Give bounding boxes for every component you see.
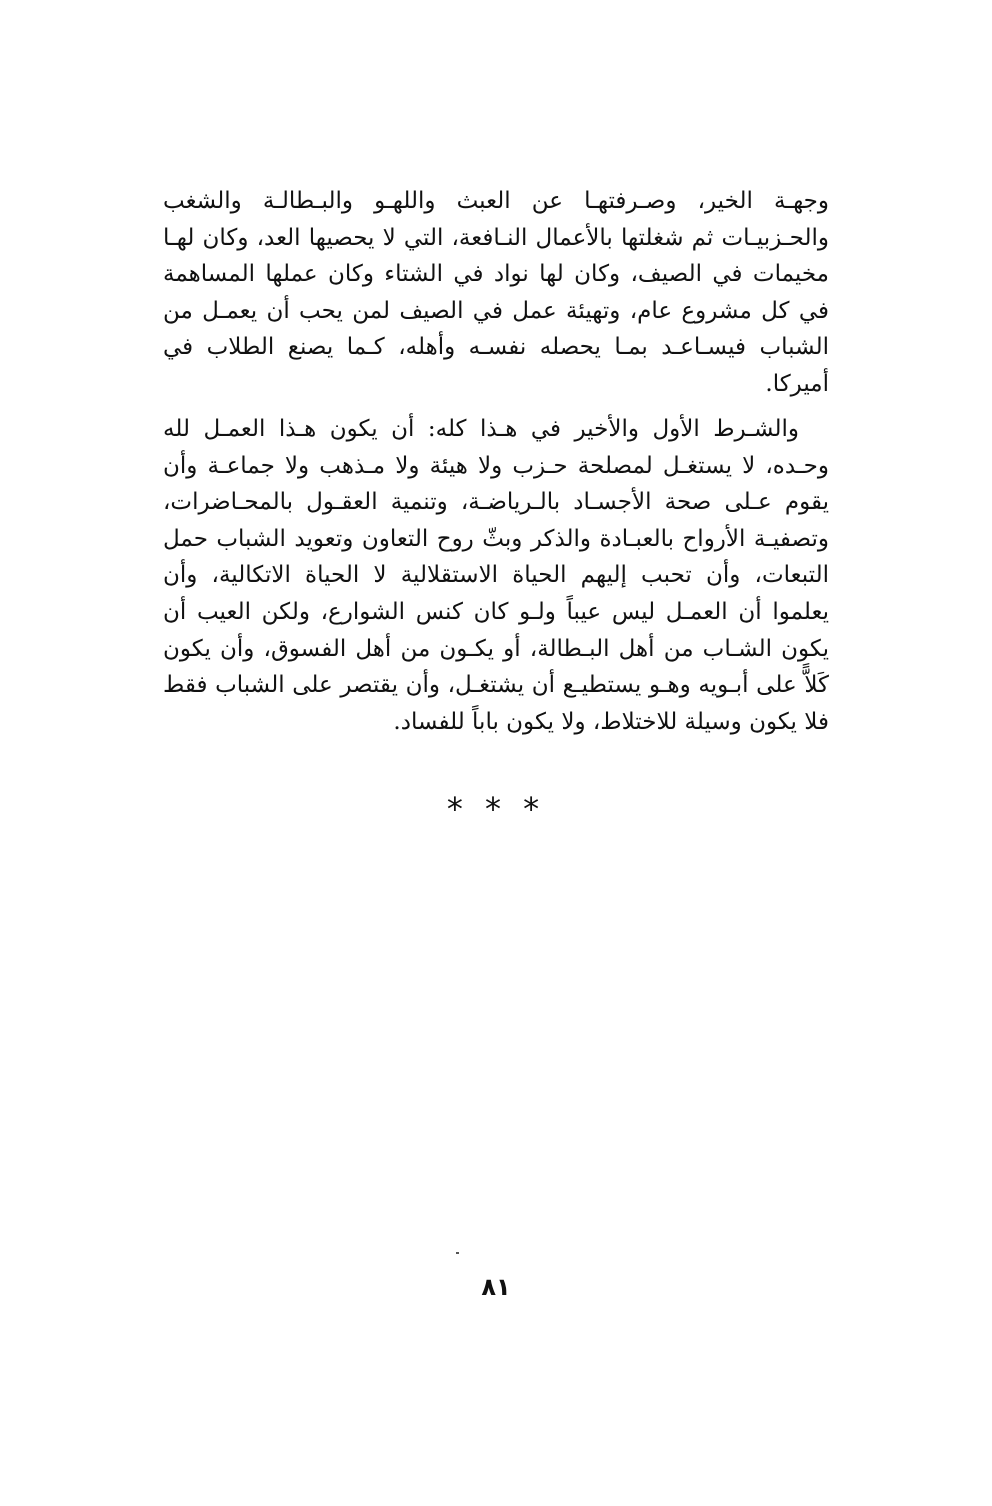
printer-dot-mark xyxy=(456,1252,459,1254)
body-paragraph-1: وجهـة الخير، وصـرفتهـا عن العبث واللهـو والبـطالـة والشغب والحـزبيـات ثم شغلتها بالأعمال النـافعة، التي لا يحصيها العد، وكان لهـا مخيمات في الصيف، وكان لها نواد في الشتاء وكان عملها المساهمة في كل مشروع عام، وتهيئة عمل في الصيف لمن يحب أن يعمـل من الشباب فيسـاعـد بمـا يحصله نفسـه وأهله، كـما يصنع الطلاب في أميركا. xyxy=(163,188,829,397)
body-paragraph-2: والشـرط الأول والأخير في هـذا كله: أن يكون هـذا العمـل لله وحـده، لا يستغـل لمصلحة حـزب ولا هيئة ولا مـذهب ولا جماعـة وأن يقوم عـلى صحة الأجسـاد بالـرياضـة، وتنمية العقـول بالمحـاضرات، وتصفيـة الأرواح بالعبـادة والذكر وبثّ روح التعاون وتعويد الشباب حمل التبعات، وأن تحبب إليهم الحياة الاستقلالية لا الحياة الاتكالية، وأن يعلموا أن العمـل ليس عيباً ولـو كان كنس الشوارع، ولكن العيب أن يكون الشـاب من أهل البـطالة، أو يكـون من أهل الفسوق، وأن يكون كَلاًّ على أبـويه وهـو يستطيـع أن يشتغـل، وأن يقتصر على الشباب فقط فلا يكون وسيلة للاختلاط، ولا يكون باباً للفساد. xyxy=(163,416,829,735)
section-separator: * * * xyxy=(446,790,546,828)
page-number: ٨١ xyxy=(481,1273,511,1301)
